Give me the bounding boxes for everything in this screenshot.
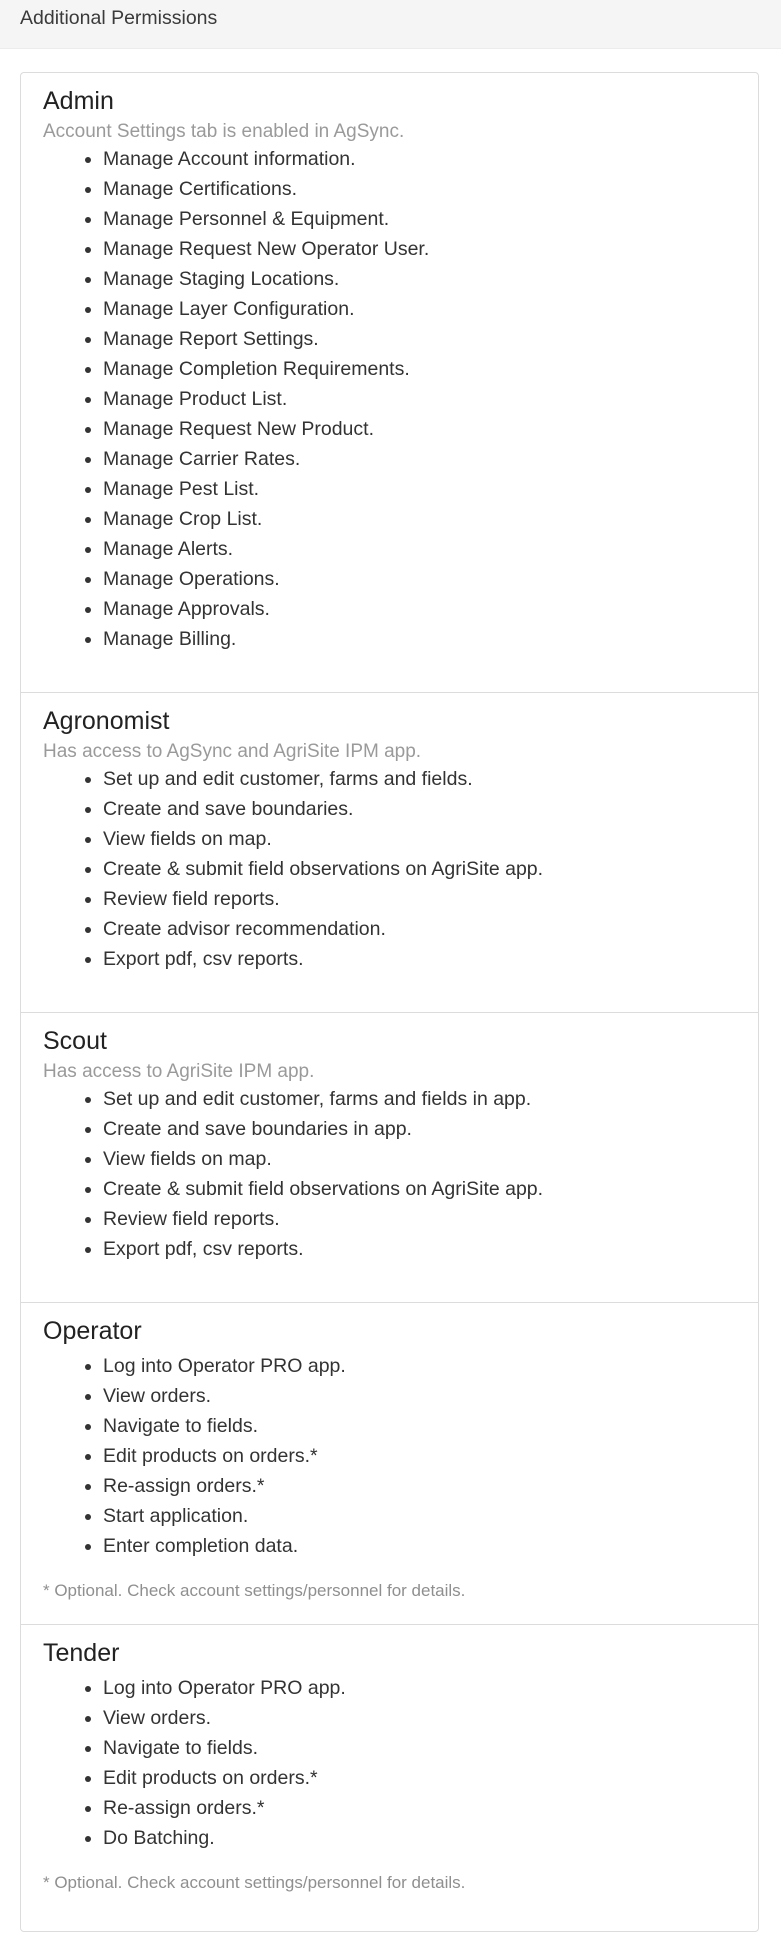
permission-item: • Manage Staging Locations. [103, 264, 736, 294]
page-header [0, 0, 781, 49]
permission-item: • Edit products on orders.* [103, 1441, 736, 1471]
role-description: Has access to AgSync and AgriSite IPM app. [43, 741, 422, 762]
permission-list [43, 764, 736, 974]
role-title: Tender [43, 1639, 120, 1667]
permission-item: • View orders. [103, 1381, 736, 1411]
role-description: Has access to AgriSite IPM app. [43, 1061, 315, 1082]
permission-item: • Manage Pest List. [103, 474, 736, 504]
permission-item: • Manage Completion Requirements. [103, 354, 736, 384]
permission-item: • View fields on map. [103, 1144, 736, 1174]
role-section-agronomist [21, 693, 758, 1013]
page-title: Additional Permissions [20, 7, 218, 29]
permission-item: • Manage Request New Operator User. [103, 234, 736, 264]
permission-item: • Enter completion data. [103, 1531, 736, 1561]
permission-item: • Navigate to fields. [103, 1733, 736, 1763]
permission-item: • View orders. [103, 1703, 736, 1733]
permission-item: • Manage Alerts. [103, 534, 736, 564]
permission-item: • Export pdf, csv reports. [103, 944, 736, 974]
permission-item: • Edit products on orders.* [103, 1763, 736, 1793]
permission-item: • Re-assign orders.* [103, 1793, 736, 1823]
permission-item: • Create & submit field observations on AgriSite app. [103, 854, 736, 884]
permission-item: • Set up and edit customer, farms and fields. [103, 764, 736, 794]
permission-item: • Log into Operator PRO app. [103, 1351, 736, 1381]
permission-item: • Review field reports. [103, 884, 736, 914]
role-title: Admin [43, 87, 114, 115]
permission-list [43, 1084, 736, 1264]
permission-item: • Manage Request New Product. [103, 414, 736, 444]
permission-item: • Manage Account information. [103, 144, 736, 174]
permission-item: • Re-assign orders.* [103, 1471, 736, 1501]
permission-item: • View fields on map. [103, 824, 736, 854]
permission-item: • Manage Carrier Rates. [103, 444, 736, 474]
permission-item: • Set up and edit customer, farms and fields in app. [103, 1084, 736, 1114]
permission-item: • Manage Layer Configuration. [103, 294, 736, 324]
permission-item: • Create and save boundaries. [103, 794, 736, 824]
permission-item: • Export pdf, csv reports. [103, 1234, 736, 1264]
permission-item: • Log into Operator PRO app. [103, 1673, 736, 1703]
permission-item: • Manage Report Settings. [103, 324, 736, 354]
role-section-admin [21, 73, 758, 693]
optional-footnote: * Optional. Check account settings/personnel for details. [43, 1873, 466, 1892]
role-section-operator [21, 1303, 758, 1625]
optional-footnote: * Optional. Check account settings/personnel for details. [43, 1581, 466, 1600]
permission-item: • Create & submit field observations on AgriSite app. [103, 1174, 736, 1204]
permission-item: • Manage Product List. [103, 384, 736, 414]
permission-list [43, 1673, 736, 1853]
permission-item: • Start application. [103, 1501, 736, 1531]
permission-item: • Create advisor recommendation. [103, 914, 736, 944]
role-description: Account Settings tab is enabled in AgSync. [43, 121, 405, 142]
permission-item: • Manage Personnel & Equipment. [103, 204, 736, 234]
permission-list [43, 1351, 736, 1561]
role-section-tender [21, 1625, 758, 1933]
permission-item: • Review field reports. [103, 1204, 736, 1234]
permission-list [43, 144, 736, 654]
role-title: Scout [43, 1027, 107, 1055]
permissions-panel [20, 72, 759, 1932]
role-section-scout [21, 1013, 758, 1303]
permission-item: • Manage Crop List. [103, 504, 736, 534]
role-title: Operator [43, 1317, 142, 1345]
permission-item: • Do Batching. [103, 1823, 736, 1853]
permission-item: • Manage Certifications. [103, 174, 736, 204]
permission-item: • Manage Approvals. [103, 594, 736, 624]
permission-item: • Manage Billing. [103, 624, 736, 654]
permission-item: • Navigate to fields. [103, 1411, 736, 1441]
role-title: Agronomist [43, 707, 170, 735]
permission-item: • Manage Operations. [103, 564, 736, 594]
permission-item: • Create and save boundaries in app. [103, 1114, 736, 1144]
